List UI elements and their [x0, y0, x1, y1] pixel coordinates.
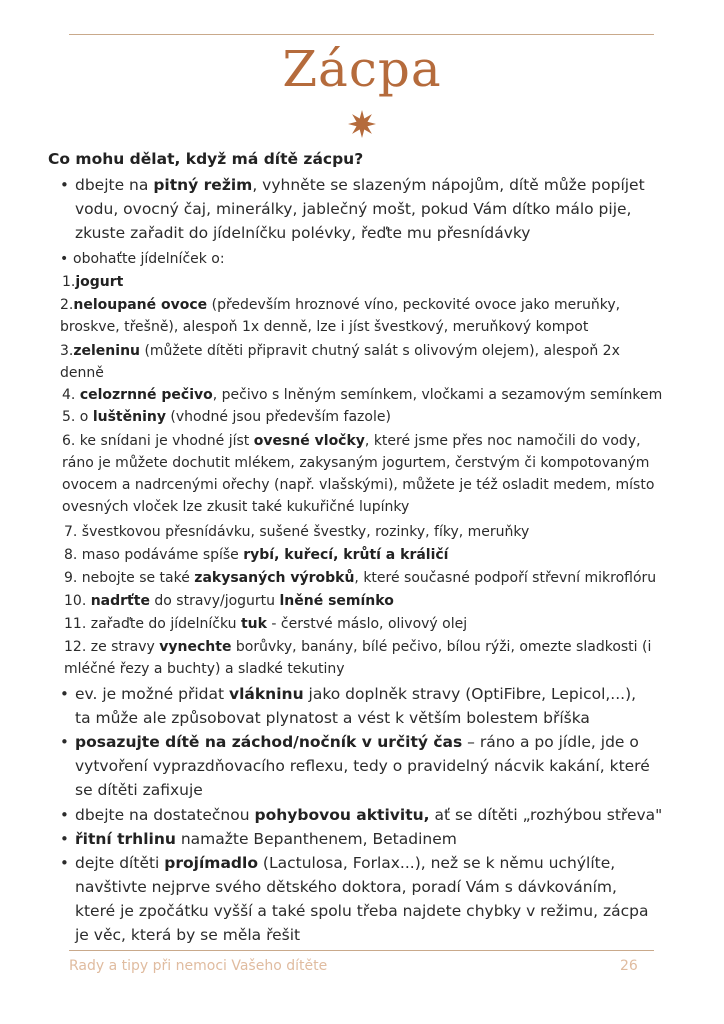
bullet-dot: • — [60, 251, 69, 267]
section-question: Co mohu dělat, když má dítě zácpu? — [48, 150, 364, 168]
bullet-dot: • — [60, 176, 69, 194]
bullet-fiber: • ev. je možné přidat vlákninu jako doplněk stravy (OptiFibre, Lepicol,...), ta může ale způsobovat plynatost a vést k větším bolestem bříška — [60, 682, 650, 730]
list-item: 12. ze stravy vynechte borůvky, banány, bílé pečivo, bílou rýži, omezte sladkosti (i mléčné řezy a buchty) a sladké tekutiny — [64, 639, 652, 677]
list-item: 10. nadrťte do stravy/jogurtu lněné semínko — [64, 593, 394, 609]
bullet-diet: • obohaťte jídelníček o: — [60, 248, 650, 270]
bottom-divider — [69, 950, 654, 951]
bullet-dot: • — [60, 854, 69, 872]
list-item: 3.zeleninu (můžete dítěti připravit chutný salát s olivovým olejem), alespoň 2x denně — [60, 343, 620, 381]
bullet-activity: • dbejte na dostatečnou pohybovou aktivitu, ať se dítěti „rozhýbou střeva" — [60, 803, 660, 827]
bullet-hydration: • dbejte na pitný režim, vyhněte se slazeným nápojům, dítě může popíjet vodu, ovocný čaj, minerálky, jablečný mošt, pokud Vám dítko málo pije, zkuste zařadit do jídelníčku polévky, řeďte mu přesnídávky — [60, 173, 650, 245]
list-item: 2.neloupané ovoce (především hroznové víno, peckovité ovoce jako meruňky, broskve, třešně), alespoň 1x denně, lze i jíst švestkový, meruňkový kompot — [60, 297, 621, 335]
list-item: 11. zařaďte do jídelníčku tuk - čerstvé máslo, olivový olej — [64, 616, 468, 632]
bullet-laxative: • dejte dítěti projímadlo (Lactulosa, Forlax...), než se k němu uchýlíte, navštivte nejprve svého dětského doktora, poradí Vám s dávkováním, které je zpočátku vyšší a také spolu třeba najdete chybky v režimu, zácpa je věc, která by se měla řešit — [60, 851, 650, 947]
list-item: 4. celozrnné pečivo, pečivo s lněným semínkem, vločkami a sezamovým semínkem — [62, 387, 663, 403]
list-item: 1.jogurt — [62, 274, 124, 290]
bullet-toilet-routine: • posazujte dítě na záchod/nočník v určitý čas – ráno a po jídle, jde o vytvoření vyprazdňovacího reflexu, tedy o pravidelný nácvik kakání, které se dítěti zafixuje — [60, 730, 650, 802]
top-divider — [69, 34, 654, 35]
list-item: 7. švestkovou přesnídávku, sušené švestky, rozinky, fíky, meruňky — [64, 524, 530, 540]
list-item: 6. ke snídani je vhodné jíst ovesné vločky, které jsme přes noc namočili do vody, ráno je můžete dochutit mlékem, zakysaným jogurtem, čerstvým či kompotovaným ovocem a nadrcenými ořechy (např. vlašskými), můžete je též osladit medem, místo ovesných vloček lze zkusit také kukuřičné lupínky — [62, 433, 655, 515]
list-item: 5. o luštěniny (vhodné jsou především fazole) — [62, 409, 391, 425]
bullet-fissure: • řitní trhlinu namažte Bepanthenem, Betadinem — [60, 827, 650, 851]
bullet-dot: • — [60, 733, 69, 751]
list-item: 9. nebojte se také zakysaných výrobků, které současné podpoří střevní mikroflóru — [64, 570, 657, 586]
page-number: 26 — [620, 958, 638, 974]
list-item: 8. maso podáváme spíše rybí, kuřecí, krůtí a králičí — [64, 547, 449, 563]
sun-ornament-icon — [348, 110, 376, 138]
bullet-dot: • — [60, 685, 69, 703]
bullet-dot: • — [60, 830, 69, 848]
page-title: Zácpa — [282, 40, 442, 98]
bullet-dot: • — [60, 806, 69, 824]
footer-title: Rady a tipy při nemoci Vašeho dítěte — [69, 958, 328, 974]
